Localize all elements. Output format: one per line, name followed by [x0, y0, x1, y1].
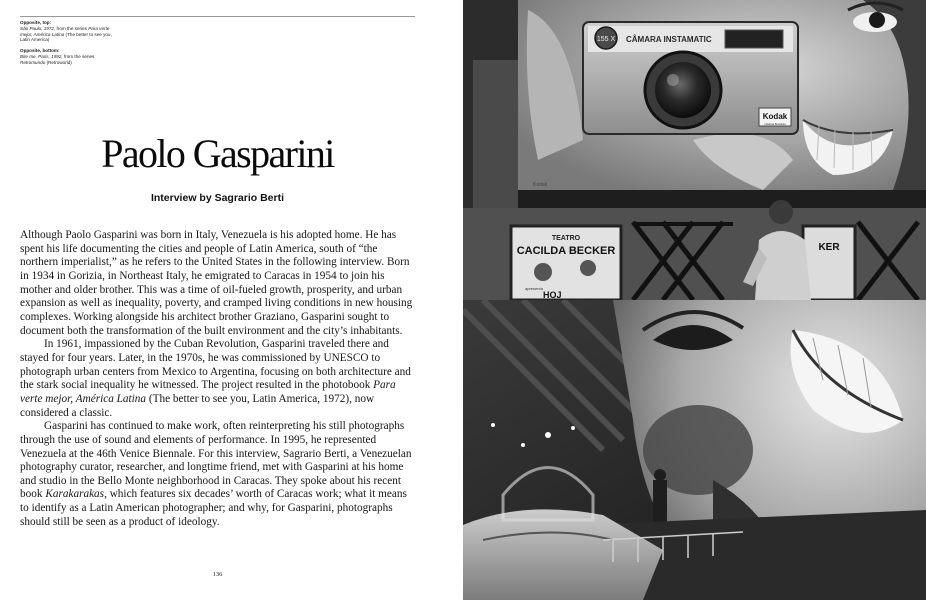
- article-body: [20, 229, 415, 529]
- paragraph-3: [20, 420, 415, 529]
- poster-small-text: Kodak: [533, 182, 548, 188]
- paragraph-2-text-b: (The better to see you, Latin America, 1972), now considered a classic.: [20, 392, 375, 419]
- caption-top-series: Para verte mejor, América Latina: [20, 25, 110, 37]
- pedestrian: [653, 480, 667, 525]
- article-byline: Interview by Sagrario Berti: [150, 192, 285, 204]
- caption-top-title: São Paulo, 1972,: [20, 25, 56, 31]
- caption-bottom-heading: Opposite, bottom:: [20, 48, 60, 54]
- paragraph-2: [20, 338, 415, 420]
- page-number: 136: [212, 571, 223, 578]
- paragraph-1: Although Paolo Gasparini was born in Italy, Venezuela is his adopted home. He has spent his life documenting the cities and people of Latin America, south of “the northern imperialist,” as he refers to the United States in the following interview. Born in 1934 in Gorizia, in Northeast Italy, he emigrated to Caracas in 1954 to join his mother and older brother. This was a time of oil-fueled growth, prosperity, and urban expansion as well as inequality, poverty, and cramped living conditions in new housing complexes. Working alongside his architect brother Graziano, Gasparini sought to document both the transformation of the built environment and the city’s inhabitants.: [20, 229, 413, 337]
- camera-badge-text: 155 X: [596, 36, 616, 43]
- right-page: [463, 0, 926, 600]
- camera-brand-subtext: Indústria Brasileira: [764, 123, 786, 126]
- man-figure: [769, 200, 793, 224]
- caption-bottom-series: Retromundo: [20, 59, 46, 65]
- caption-bottom-title: Bite me,: [20, 53, 37, 59]
- camera-brand-text: Kodak: [762, 112, 788, 121]
- right-poster-text: KER: [818, 242, 840, 253]
- article-title: Paolo Gasparini: [101, 131, 334, 176]
- photo-sao-paulo-image: [463, 0, 926, 300]
- caption-top-source: from the series: [56, 25, 87, 31]
- caption-top: [20, 20, 115, 43]
- caption-top-heading: Opposite, top:: [20, 20, 52, 25]
- caption-bottom-place: Paris, 1992,: [38, 53, 63, 59]
- photo-bite-me-image: [463, 300, 926, 600]
- top-rule: [20, 16, 415, 17]
- caption-bottom-source: from the series: [63, 53, 95, 59]
- paragraph-3-text-b: , which features six decades’ worth of Caracas work; what it means to identify as a Latin American photographer; and why, for Gasparini, photographs should still be seen as a product of ideology.: [20, 488, 407, 528]
- photo-sao-paulo: [463, 0, 926, 300]
- theatre-label: TEATRO: [551, 235, 581, 242]
- paragraph-3-text-a: Gasparini has continued to make work, often reinterpreting his still photographs through the use of sound and elements of performance. In 1995, he represented Venezuela at the 46th Venice Biennale. For this interview, Sagrario Berti, a Venezuelan photography curator, researcher, and longtime friend, met with Gasparini at his home and studio in the Bello Monte neighborhood in Caracas. They spoke about his recent book: [20, 420, 412, 501]
- caption-bottom-note: (Retroworld): [46, 59, 72, 65]
- photo-captions: [20, 20, 115, 71]
- theatre-name: CACILDA BECKER: [516, 245, 616, 257]
- paragraph-3-book-title: Karakarakas: [45, 488, 105, 501]
- caption-bottom: [20, 48, 115, 65]
- poster-word: HOJ: [543, 290, 562, 300]
- poster-sub-text: apresenta: [525, 286, 543, 291]
- camera-model-text: CÂMARA INSTAMATIC: [626, 35, 712, 44]
- paragraph-2-book-title: Para verte mejor, América Latina: [20, 379, 396, 405]
- paragraph-2-text-a: In 1961, impassioned by the Cuban Revolution, Gasparini traveled there and stayed for four years. Later, in the 1970s, he was commissioned by UNESCO to photograph urban centers from Mexico to Argentina, focusing on both architecture and the stark social inequality he witnessed. The project resulted in the photobook: [20, 338, 411, 392]
- caption-top-note: (The better to see you, Latin America): [20, 31, 112, 43]
- right-poster: [803, 226, 855, 300]
- photo-bite-me-paris: [463, 300, 926, 600]
